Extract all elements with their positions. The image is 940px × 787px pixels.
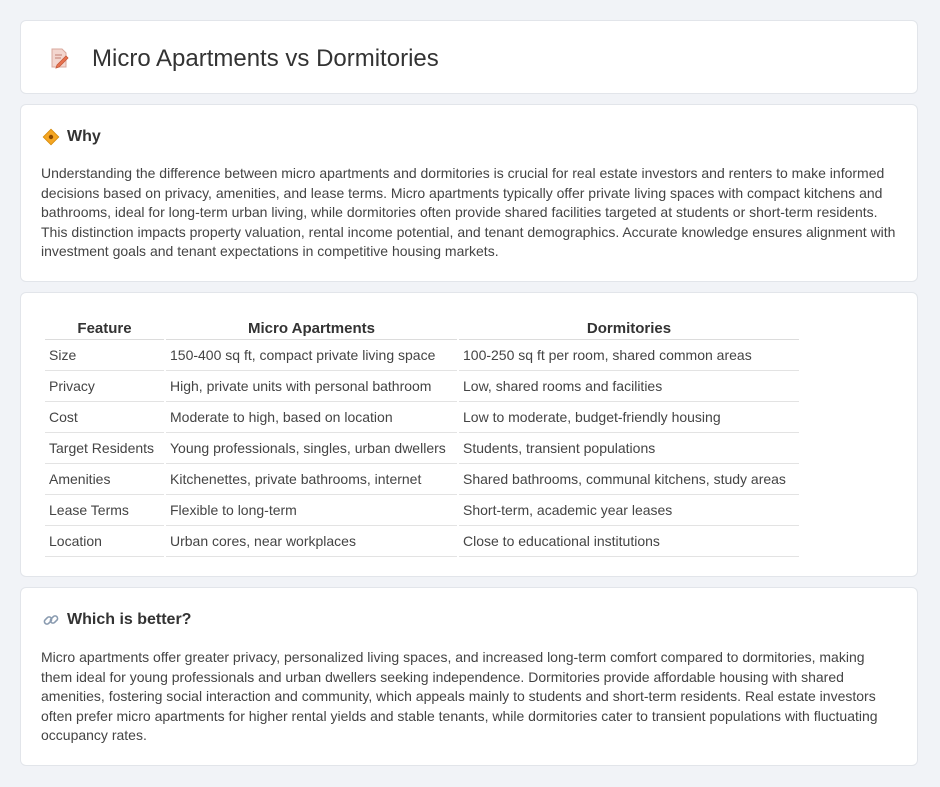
column-header: Dormitories xyxy=(459,315,799,340)
table-cell: Kitchenettes, private bathrooms, internet xyxy=(166,464,457,495)
better-heading: Which is better? xyxy=(67,611,192,628)
better-text: Micro apartments offer greater privacy, personalized living spaces, and increased long-term comfort compared to dormitories, making them ideal for young professionals and urban dwellers seeking independence. Dormitories provide affordable housing with shared amenities, fostering social interaction and community, which appeals mainly to students and short-term residents. Real estate investors often prefer micro apartments for higher rental yields and stable tenants, while dormitories cater to transient populations with fluctuating occupancy rates. xyxy=(41,649,878,744)
table-row xyxy=(45,433,799,464)
table-cell: Young professionals, singles, urban dwellers xyxy=(166,433,457,464)
why-heading: Why xyxy=(67,128,101,145)
link-icon xyxy=(42,611,60,629)
table-cell: Location xyxy=(45,526,164,557)
table-cell: Low, shared rooms and facilities xyxy=(459,371,799,402)
comparison-section xyxy=(20,292,918,577)
table-cell: Close to educational institutions xyxy=(459,526,799,557)
table-cell: Size xyxy=(45,340,164,371)
table-cell: 150-400 sq ft, compact private living space xyxy=(166,340,457,371)
page-title: Micro Apartments vs Dormitories xyxy=(92,45,439,72)
table-cell: Cost xyxy=(45,402,164,433)
why-heading-row xyxy=(42,127,101,147)
header-card xyxy=(20,20,918,94)
diamond-sign-icon xyxy=(42,128,60,146)
why-text: Understanding the difference between micro apartments and dormitories is crucial for real estate investors and renters to make informed decisions based on privacy, amenities, and lease terms. Micro apartments typically offer private living spaces with compact kitchens and bathrooms, ideal for long-term urban living, while dormitories often provide shared facilities targeted at students or short-term residents. This distinction impacts property valuation, rental income potential, and tenant demographics. Accurate knowledge ensures alignment with investment goals and tenant expectations in competitive housing markets. xyxy=(41,165,896,260)
table-row xyxy=(45,495,799,526)
table-cell: Amenities xyxy=(45,464,164,495)
table-row xyxy=(45,402,799,433)
table-cell: Shared bathrooms, communal kitchens, study areas xyxy=(459,464,799,495)
table-cell: Flexible to long-term xyxy=(166,495,457,526)
why-section xyxy=(20,104,918,282)
column-header: Feature xyxy=(45,315,164,340)
which-better-section xyxy=(20,587,918,766)
table-row xyxy=(45,526,799,557)
document-edit-icon xyxy=(48,47,70,69)
comparison-table xyxy=(43,315,801,557)
table-header-row xyxy=(45,315,799,340)
table-cell: Students, transient populations xyxy=(459,433,799,464)
table-cell: Lease Terms xyxy=(45,495,164,526)
table-cell: Privacy xyxy=(45,371,164,402)
table-cell: Low to moderate, budget-friendly housing xyxy=(459,402,799,433)
better-heading-row xyxy=(42,610,191,630)
table-cell: 100-250 sq ft per room, shared common areas xyxy=(459,340,799,371)
column-header: Micro Apartments xyxy=(166,315,457,340)
table-row xyxy=(45,340,799,371)
table-cell: Target Residents xyxy=(45,433,164,464)
table-cell: Short-term, academic year leases xyxy=(459,495,799,526)
table-cell: Moderate to high, based on location xyxy=(166,402,457,433)
table-row xyxy=(45,371,799,402)
table-row xyxy=(45,464,799,495)
table-cell: Urban cores, near workplaces xyxy=(166,526,457,557)
table-cell: High, private units with personal bathroom xyxy=(166,371,457,402)
